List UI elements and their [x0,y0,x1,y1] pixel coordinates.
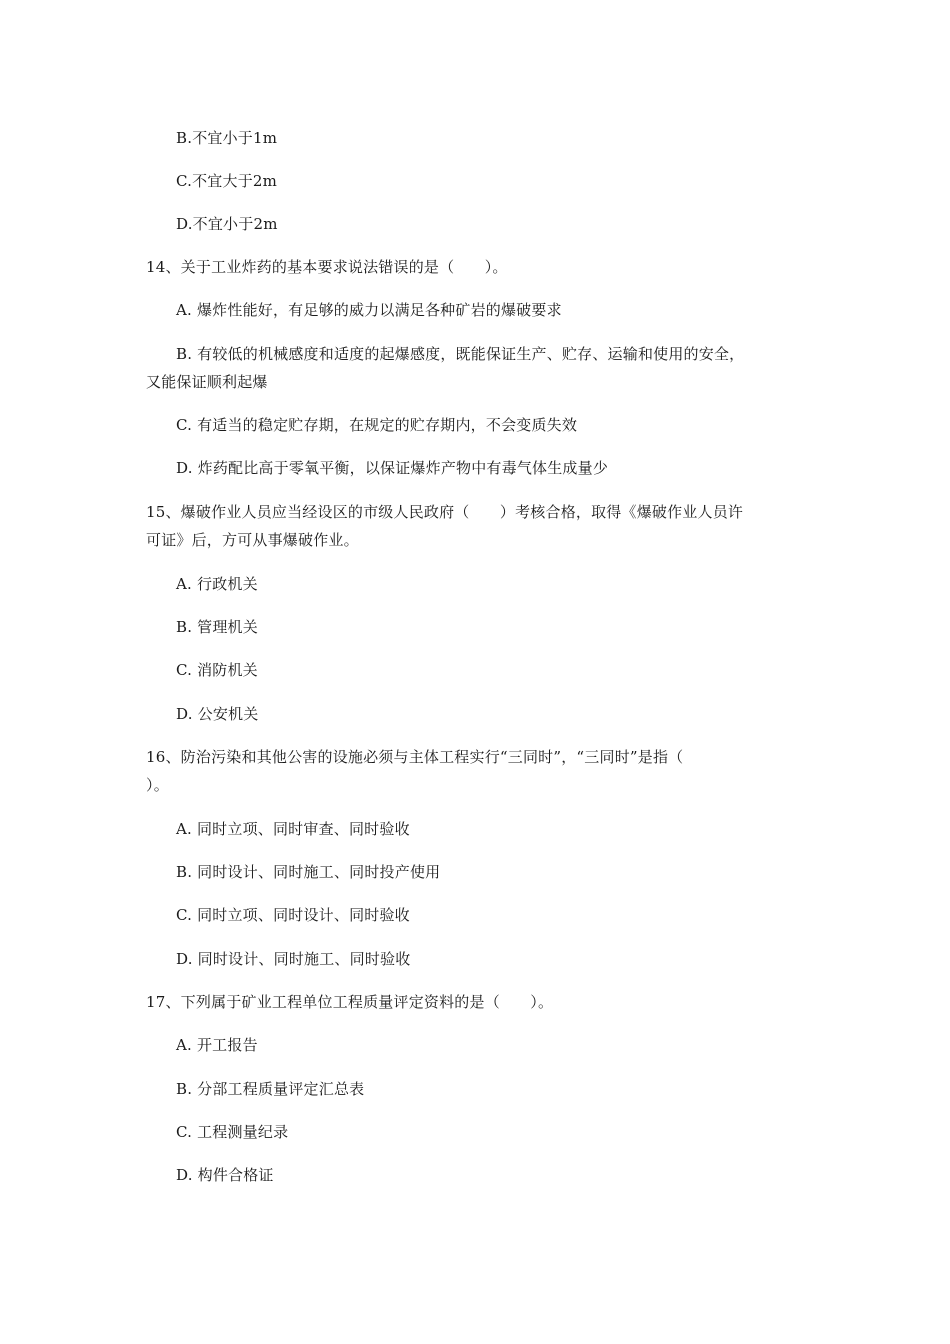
question-16-stem: 16、防治污染和其他公害的设施必须与主体工程实行“三同时”，“三同时”是指（ [146,748,684,766]
question-14-option-a: A. 爆炸性能好，有足够的威力以满足各种矿岩的爆破要求 [176,301,562,319]
question-15-option-b: B. 管理机关 [176,618,258,636]
option-line: B.不宜小于1m [176,129,278,147]
question-17-option-b: B. 分部工程质量评定汇总表 [176,1080,365,1098]
question-17-stem: 17、下列属于矿业工程单位工程质量评定资料的是（ ）。 [146,993,554,1011]
question-14-option-b-continued: 又能保证顺利起爆 [146,373,268,391]
question-17-option-c: C. 工程测量纪录 [176,1123,289,1141]
question-14-stem: 14、关于工业炸药的基本要求说法错误的是（ ）。 [146,258,508,276]
question-14-option-d: D. 炸药配比高于零氧平衡，以保证爆炸产物中有毒气体生成量少 [176,459,609,477]
question-15-stem: 15、爆破作业人员应当经设区的市级人民政府（ ）考核合格，取得《爆破作业人员许 [146,503,744,521]
question-15-option-c: C. 消防机关 [176,661,258,679]
option-line: D.不宜小于2m [176,215,278,233]
question-17-option-a: A. 开工报告 [176,1036,258,1054]
question-15-option-a: A. 行政机关 [176,575,258,593]
question-14-option-c: C. 有适当的稳定贮存期，在规定的贮存期内，不会变质失效 [176,416,578,434]
question-16-option-c: C. 同时立项、同时设计、同时验收 [176,906,410,924]
option-line: C.不宜大于2m [176,172,278,190]
question-16-option-d: D. 同时设计、同时施工、同时验收 [176,950,411,968]
question-16-option-b: B. 同时设计、同时施工、同时投产使用 [176,863,441,881]
question-15-stem-continued: 可证》后，方可从事爆破作业。 [146,531,359,549]
question-15-option-d: D. 公安机关 [176,705,259,723]
question-16-stem-continued: ）。 [146,776,169,794]
question-14-option-b: B. 有较低的机械感度和适度的起爆感度，既能保证生产、贮存、运输和使用的安全， [176,345,745,363]
question-16-option-a: A. 同时立项、同时审查、同时验收 [176,820,410,838]
question-17-option-d: D. 构件合格证 [176,1166,274,1184]
